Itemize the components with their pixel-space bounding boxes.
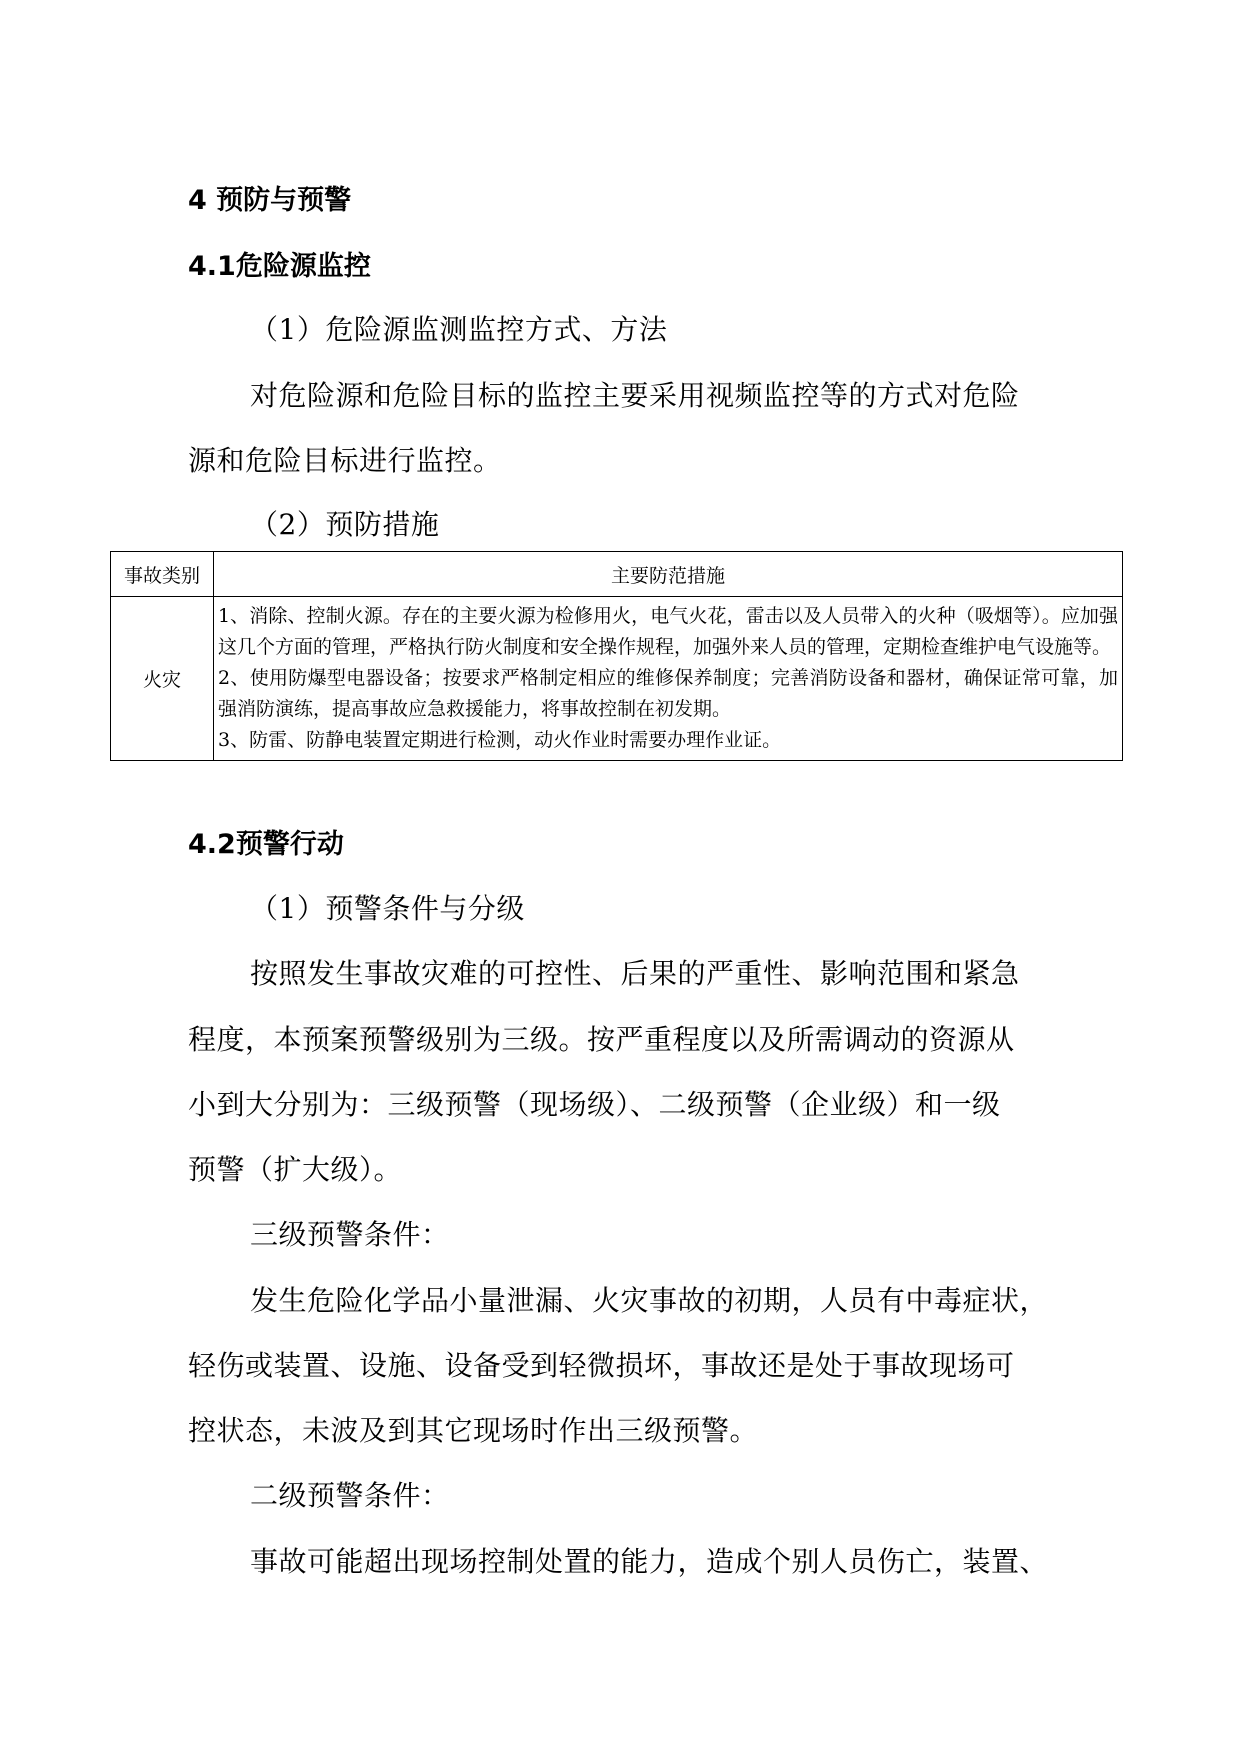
table-header-measures: 主要防范措施 (214, 552, 1123, 597)
paragraph-line: 按照发生事故灾难的可控性、后果的严重性、影响范围和紧急 (250, 957, 1020, 990)
paragraph-line: 发生危险化学品小量泄漏、火灾事故的初期，人员有中毒症状， (250, 1284, 1049, 1317)
paragraph-line: 小到大分别为：三级预警（现场级）、二级预警（企业级）和一级 (188, 1088, 1001, 1121)
measure-item: 1、消除、控制火源。存在的主要火源为检修用火，电气火花，雷击以及人员带入的火种（吸烟等）。应加强这几个方面的管理，严格执行防火制度和安全操作规程，加强外来人员的管理，定期检查维护电气设施等。 (218, 605, 1118, 658)
section-4-title: 4 预防与预警 (188, 185, 352, 216)
level-2-heading: 二级预警条件： (250, 1479, 450, 1512)
measure-item: 2、使用防爆型电器设备；按要求严格制定相应的维修保养制度；完善消防设备和器材，确保证常可靠，加强消防演练，提高事故应急救援能力，将事故控制在初发期。 (218, 667, 1118, 720)
level-3-heading: 三级预警条件： (250, 1218, 450, 1251)
section-4-2-title: 4.2预警行动 (188, 829, 344, 860)
table-header-category: 事故类别 (111, 552, 214, 597)
item-1-heading: （1）危险源监测监控方式、方法 (250, 313, 668, 346)
table-cell-measures (214, 597, 1123, 761)
paragraph-line: 预警（扩大级）。 (188, 1153, 403, 1186)
table-header-row (111, 552, 1123, 597)
paragraph-line: 程度，本预案预警级别为三级。按严重程度以及所需调动的资源从 (188, 1023, 1015, 1056)
measure-item: 3、防雷、防静电装置定期进行检测，动火作业时需要办理作业证。 (218, 729, 782, 751)
section-4-1-title: 4.1危险源监控 (188, 251, 371, 282)
table-cell-category: 火灾 (111, 597, 214, 761)
paragraph-line: 控状态，未波及到其它现场时作出三级预警。 (188, 1414, 759, 1447)
paragraph-line: 源和危险目标进行监控。 (188, 444, 502, 477)
item-2-heading: （2）预防措施 (250, 508, 440, 541)
paragraph-line: 轻伤或装置、设施、设备受到轻微损坏，事故还是处于事故现场可 (188, 1349, 1015, 1382)
item-1-heading: （1）预警条件与分级 (250, 892, 525, 925)
prevention-measures-table (110, 551, 1123, 761)
paragraph-line: 对危险源和危险目标的监控主要采用视频监控等的方式对危险 (250, 379, 1020, 412)
table-row (111, 597, 1123, 761)
paragraph-line: 事故可能超出现场控制处置的能力，造成个别人员伤亡，装置、 (250, 1545, 1049, 1578)
